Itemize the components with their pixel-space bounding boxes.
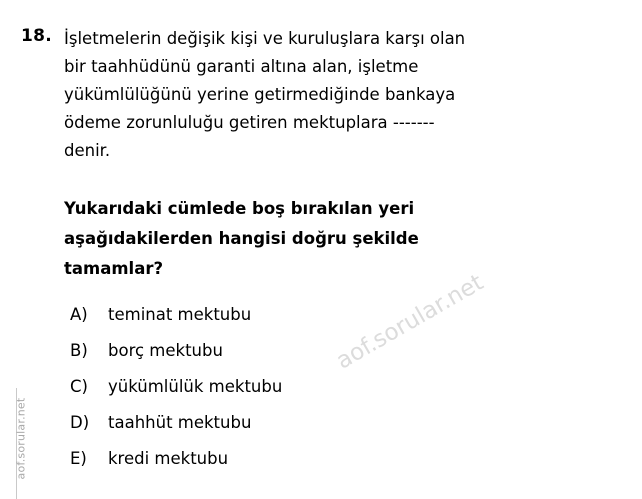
answer-option-a[interactable]	[70, 305, 610, 341]
answer-option-b[interactable]	[70, 341, 610, 377]
option-letter: C)	[70, 377, 88, 396]
left-watermark: aof.sorular.net	[14, 397, 28, 480]
option-letter: A)	[70, 305, 88, 324]
option-text: kredi mektubu	[108, 449, 229, 468]
question-number: 18.	[21, 26, 53, 46]
question-body-line: bir taahhüdünü garanti altına alan, işletme	[64, 57, 419, 76]
answer-option-d[interactable]	[70, 413, 610, 449]
question-prompt	[64, 194, 620, 284]
option-letter: B)	[70, 341, 88, 360]
option-text: taahhüt mektubu	[108, 413, 252, 432]
question-prompt-line: tamamlar?	[64, 259, 164, 278]
option-letter: D)	[70, 413, 90, 432]
question-body-line: denir.	[64, 141, 111, 160]
question-body-line: yükümlülüğünü yerine getirmediğinde bankaya	[64, 85, 456, 104]
answer-option-e[interactable]	[70, 449, 610, 485]
question-body-line: ödeme zorunluluğu getiren mektuplara -------	[64, 113, 435, 132]
question-body	[64, 25, 620, 165]
answer-options	[70, 305, 610, 485]
option-text: teminat mektubu	[108, 305, 252, 324]
question-body-line: İşletmelerin değişik kişi ve kuruluşlara karşı olan	[64, 29, 466, 48]
diagonal-watermark: aof.sorular.net	[332, 269, 488, 375]
answer-option-c[interactable]	[70, 377, 610, 413]
option-text: borç mektubu	[108, 341, 223, 360]
option-text: yükümlülük mektubu	[108, 377, 283, 396]
question-prompt-line: aşağıdakilerden hangisi doğru şekilde	[64, 229, 419, 248]
option-letter: E)	[70, 449, 87, 468]
question-prompt-line: Yukarıdaki cümlede boş bırakılan yeri	[64, 199, 415, 218]
